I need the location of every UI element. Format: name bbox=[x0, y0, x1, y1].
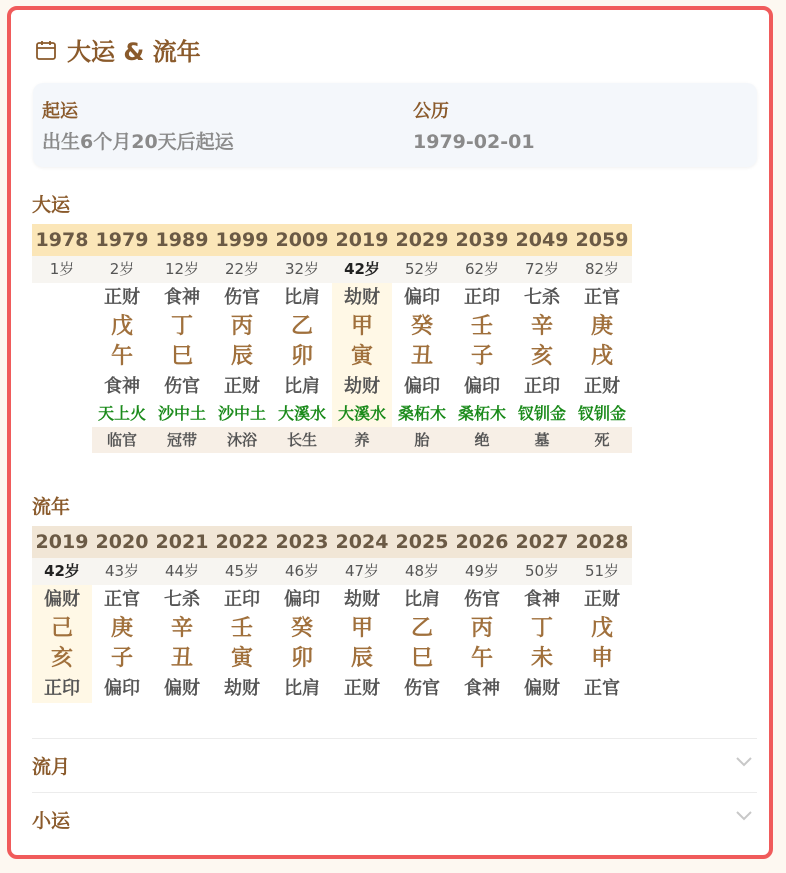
card-header bbox=[35, 32, 201, 67]
xiaoyun-accordion[interactable] bbox=[32, 796, 757, 840]
qiyun-info-panel bbox=[33, 83, 757, 167]
dayun-age: 1岁 bbox=[32, 256, 92, 283]
dayun-changsheng: 绝 bbox=[452, 427, 512, 453]
dayun-year: 2059 bbox=[572, 224, 632, 256]
dayun-stem-shishen: 比肩 bbox=[284, 287, 320, 308]
liunian-pillar bbox=[152, 585, 212, 703]
liunian-earthly-branch: 卯 bbox=[290, 646, 313, 671]
dayun-branch-shishen: 偏印 bbox=[464, 376, 500, 397]
liunian-year: 2020 bbox=[92, 526, 152, 558]
liunian-stem-shishen: 正印 bbox=[224, 589, 260, 610]
liunian-earthly-branch: 辰 bbox=[350, 646, 373, 671]
liuyue-accordion[interactable] bbox=[32, 742, 757, 786]
dayun-earthly-branch: 巳 bbox=[170, 344, 193, 369]
dayun-nayin: 桑柘木 bbox=[457, 404, 506, 423]
dayun-heavenly-stem: 丙 bbox=[230, 314, 253, 339]
dayun-pillar bbox=[272, 283, 332, 453]
dayun-stem-shishen: 正财 bbox=[104, 287, 140, 308]
liuyue-label: 流月 bbox=[32, 756, 71, 778]
qiyun-block bbox=[42, 101, 234, 153]
qiyun-label: 起运 bbox=[42, 101, 78, 122]
liunian-age: 50岁 bbox=[512, 558, 572, 585]
liunian-age: 42岁 bbox=[32, 558, 92, 585]
dayun-earthly-branch: 亥 bbox=[530, 344, 553, 369]
liunian-pillar bbox=[572, 585, 632, 703]
dayun-column[interactable] bbox=[32, 224, 92, 453]
gongli-block bbox=[413, 101, 535, 153]
dayun-pillar bbox=[92, 283, 152, 453]
liunian-heavenly-stem: 戊 bbox=[590, 616, 613, 641]
dayun-branch-shishen: 伤官 bbox=[164, 376, 200, 397]
gongli-label: 公历 bbox=[413, 101, 449, 122]
liunian-branch-shishen: 食神 bbox=[464, 678, 500, 699]
dayun-column[interactable] bbox=[152, 224, 212, 453]
dayun-age: 52岁 bbox=[392, 256, 452, 283]
liunian-year: 2022 bbox=[212, 526, 272, 558]
dayun-stem-shishen: 正印 bbox=[464, 287, 500, 308]
liunian-heavenly-stem: 丙 bbox=[470, 616, 493, 641]
dayun-age: 62岁 bbox=[452, 256, 512, 283]
liunian-branch-shishen: 正官 bbox=[584, 678, 620, 699]
liunian-heavenly-stem: 乙 bbox=[410, 616, 433, 641]
liunian-earthly-branch: 申 bbox=[590, 646, 613, 671]
liunian-stem-shishen: 七杀 bbox=[164, 589, 200, 610]
liunian-age: 44岁 bbox=[152, 558, 212, 585]
dayun-year: 1999 bbox=[212, 224, 272, 256]
dayun-column[interactable] bbox=[512, 224, 572, 453]
dayun-pillar bbox=[452, 283, 512, 453]
dayun-grid bbox=[32, 224, 632, 456]
dayun-pillar bbox=[152, 283, 212, 453]
dayun-column[interactable] bbox=[452, 224, 512, 453]
dayun-earthly-branch: 戌 bbox=[590, 344, 613, 369]
dayun-year: 2019 bbox=[332, 224, 392, 256]
dayun-year: 2049 bbox=[512, 224, 572, 256]
liunian-column[interactable] bbox=[392, 526, 452, 703]
dayun-heavenly-stem: 乙 bbox=[290, 314, 313, 339]
dayun-nayin: 桑柘木 bbox=[397, 404, 446, 423]
dayun-nayin: 钗钏金 bbox=[517, 404, 566, 423]
dayun-column[interactable] bbox=[272, 224, 332, 453]
dayun-heavenly-stem: 癸 bbox=[410, 314, 433, 339]
dayun-changsheng: 冠带 bbox=[152, 427, 212, 453]
dayun-column[interactable] bbox=[92, 224, 152, 453]
dayun-heavenly-stem: 甲 bbox=[350, 314, 373, 339]
liunian-age: 48岁 bbox=[392, 558, 452, 585]
qiyun-value: 出生6个月20天后起运 bbox=[42, 131, 234, 153]
liunian-pillar bbox=[392, 585, 452, 703]
liunian-branch-shishen: 伤官 bbox=[404, 678, 440, 699]
liunian-age: 51岁 bbox=[572, 558, 632, 585]
dayun-nayin: 大溪水 bbox=[277, 404, 326, 423]
dayun-stem-shishen: 偏印 bbox=[404, 287, 440, 308]
dayun-earthly-branch: 丑 bbox=[410, 344, 433, 369]
dayun-year: 2029 bbox=[392, 224, 452, 256]
dayun-nayin: 钗钏金 bbox=[577, 404, 626, 423]
dayun-year: 2039 bbox=[452, 224, 512, 256]
liunian-earthly-branch: 午 bbox=[470, 646, 493, 671]
dayun-earthly-branch: 午 bbox=[110, 344, 133, 369]
dayun-changsheng: 临官 bbox=[92, 427, 152, 453]
liunian-pillar bbox=[512, 585, 572, 703]
dayun-column[interactable] bbox=[212, 224, 272, 453]
liunian-year: 2026 bbox=[452, 526, 512, 558]
liunian-column[interactable] bbox=[32, 526, 92, 703]
dayun-column[interactable] bbox=[332, 224, 392, 453]
liunian-year: 2027 bbox=[512, 526, 572, 558]
dayun-pillar bbox=[512, 283, 572, 453]
dayun-age: 12岁 bbox=[152, 256, 212, 283]
dayun-age: 82岁 bbox=[572, 256, 632, 283]
dayun-nayin: 沙中土 bbox=[217, 404, 266, 423]
dayun-changsheng: 养 bbox=[332, 427, 392, 453]
dayun-stem-shishen: 劫财 bbox=[344, 287, 380, 308]
dayun-stem-shishen: 正官 bbox=[584, 287, 620, 308]
liunian-earthly-branch: 子 bbox=[110, 646, 133, 671]
liunian-stem-shishen: 比肩 bbox=[404, 589, 440, 610]
liunian-year: 2023 bbox=[272, 526, 332, 558]
dayun-earthly-branch: 卯 bbox=[290, 344, 313, 369]
liunian-column[interactable] bbox=[332, 526, 392, 703]
dayun-column[interactable] bbox=[392, 224, 452, 453]
liunian-year: 2024 bbox=[332, 526, 392, 558]
dayun-earthly-branch bbox=[32, 342, 92, 372]
liunian-age: 45岁 bbox=[212, 558, 272, 585]
dayun-age: 22岁 bbox=[212, 256, 272, 283]
divider bbox=[32, 738, 757, 739]
dayun-year: 1979 bbox=[92, 224, 152, 256]
chevron-down-icon bbox=[735, 810, 753, 822]
dayun-branch-shishen: 劫财 bbox=[344, 376, 380, 397]
liunian-stem-shishen: 劫财 bbox=[344, 589, 380, 610]
dayun-age: 32岁 bbox=[272, 256, 332, 283]
dayun-age: 2岁 bbox=[92, 256, 152, 283]
divider bbox=[32, 792, 757, 793]
liunian-earthly-branch: 寅 bbox=[230, 646, 253, 671]
liunian-heavenly-stem: 丁 bbox=[530, 616, 553, 641]
dayun-heavenly-stem bbox=[32, 312, 92, 342]
liunian-pillar bbox=[452, 585, 512, 703]
liunian-earthly-branch: 亥 bbox=[50, 646, 73, 671]
liunian-pillar bbox=[32, 585, 92, 703]
dayun-changsheng: 沐浴 bbox=[212, 427, 272, 453]
card-title: 大运 & 流年 bbox=[67, 38, 201, 66]
liunian-grid bbox=[32, 526, 632, 706]
dayun-stem-shishen: 七杀 bbox=[524, 287, 560, 308]
dayun-heavenly-stem: 丁 bbox=[170, 314, 193, 339]
dayun-nayin: 大溪水 bbox=[337, 404, 386, 423]
dayun-title: 大运 bbox=[32, 194, 71, 216]
chevron-down-icon bbox=[735, 756, 753, 768]
liunian-heavenly-stem: 甲 bbox=[350, 616, 373, 641]
liunian-stem-shishen: 食神 bbox=[524, 589, 560, 610]
liunian-heavenly-stem: 辛 bbox=[170, 616, 193, 641]
dayun-pillar bbox=[572, 283, 632, 453]
liunian-column[interactable] bbox=[212, 526, 272, 703]
liunian-branch-shishen: 偏印 bbox=[104, 678, 140, 699]
liunian-stem-shishen: 正财 bbox=[584, 589, 620, 610]
dayun-pillar bbox=[32, 283, 92, 453]
dayun-pillar bbox=[392, 283, 452, 453]
liunian-pillar bbox=[92, 585, 152, 703]
liunian-year: 2019 bbox=[32, 526, 92, 558]
liunian-branch-shishen: 正印 bbox=[44, 678, 80, 699]
dayun-nayin bbox=[32, 401, 92, 427]
liunian-age: 46岁 bbox=[272, 558, 332, 585]
calendar-icon bbox=[35, 39, 57, 61]
liunian-year: 2021 bbox=[152, 526, 212, 558]
liunian-age: 43岁 bbox=[92, 558, 152, 585]
liunian-stem-shishen: 伤官 bbox=[464, 589, 500, 610]
dayun-heavenly-stem: 戊 bbox=[110, 314, 133, 339]
dayun-liunian-card bbox=[7, 6, 773, 859]
gongli-value: 1979-02-01 bbox=[413, 131, 535, 153]
dayun-age: 42岁 bbox=[332, 256, 392, 283]
dayun-changsheng bbox=[32, 427, 92, 453]
liunian-earthly-branch: 巳 bbox=[410, 646, 433, 671]
liunian-year: 2028 bbox=[572, 526, 632, 558]
dayun-changsheng: 墓 bbox=[512, 427, 572, 453]
liunian-column[interactable] bbox=[152, 526, 212, 703]
dayun-earthly-branch: 辰 bbox=[230, 344, 253, 369]
liunian-heavenly-stem: 己 bbox=[50, 616, 73, 641]
dayun-year: 2009 bbox=[272, 224, 332, 256]
dayun-branch-shishen: 正财 bbox=[584, 376, 620, 397]
liunian-column[interactable] bbox=[512, 526, 572, 703]
dayun-branch-shishen: 正财 bbox=[224, 376, 260, 397]
dayun-age: 72岁 bbox=[512, 256, 572, 283]
liunian-column[interactable] bbox=[572, 526, 632, 703]
liunian-pillar bbox=[212, 585, 272, 703]
dayun-changsheng: 胎 bbox=[392, 427, 452, 453]
dayun-branch-shishen: 偏印 bbox=[404, 376, 440, 397]
dayun-branch-shishen: 食神 bbox=[104, 376, 140, 397]
liunian-branch-shishen: 偏财 bbox=[524, 678, 560, 699]
dayun-branch-shishen: 正印 bbox=[524, 376, 560, 397]
dayun-branch-shishen: 比肩 bbox=[284, 376, 320, 397]
liunian-branch-shishen: 偏财 bbox=[164, 678, 200, 699]
liunian-branch-shishen: 劫财 bbox=[224, 678, 260, 699]
dayun-earthly-branch: 子 bbox=[470, 344, 493, 369]
dayun-year: 1989 bbox=[152, 224, 212, 256]
liunian-pillar bbox=[272, 585, 332, 703]
liunian-pillar bbox=[332, 585, 392, 703]
dayun-changsheng: 长生 bbox=[272, 427, 332, 453]
liunian-column[interactable] bbox=[452, 526, 512, 703]
dayun-nayin: 天上火 bbox=[97, 404, 146, 423]
dayun-changsheng: 死 bbox=[572, 427, 632, 453]
dayun-heavenly-stem: 辛 bbox=[530, 314, 553, 339]
dayun-stem-shishen bbox=[32, 283, 92, 312]
liunian-branch-shishen: 比肩 bbox=[284, 678, 320, 699]
liunian-branch-shishen: 正财 bbox=[344, 678, 380, 699]
liunian-stem-shishen: 正官 bbox=[104, 589, 140, 610]
dayun-branch-shishen bbox=[32, 372, 92, 401]
dayun-pillar bbox=[332, 283, 392, 453]
dayun-nayin: 沙中土 bbox=[157, 404, 206, 423]
dayun-pillar bbox=[212, 283, 272, 453]
dayun-heavenly-stem: 壬 bbox=[470, 314, 493, 339]
liunian-stem-shishen: 偏财 bbox=[44, 589, 80, 610]
xiaoyun-label: 小运 bbox=[32, 810, 71, 832]
dayun-stem-shishen: 食神 bbox=[164, 287, 200, 308]
liunian-stem-shishen: 偏印 bbox=[284, 589, 320, 610]
liunian-earthly-branch: 丑 bbox=[170, 646, 193, 671]
liunian-heavenly-stem: 庚 bbox=[110, 616, 133, 641]
liunian-heavenly-stem: 壬 bbox=[230, 616, 253, 641]
liunian-heavenly-stem: 癸 bbox=[290, 616, 313, 641]
dayun-stem-shishen: 伤官 bbox=[224, 287, 260, 308]
liunian-column[interactable] bbox=[92, 526, 152, 703]
liunian-title: 流年 bbox=[32, 496, 71, 518]
liunian-age: 49岁 bbox=[452, 558, 512, 585]
liunian-year: 2025 bbox=[392, 526, 452, 558]
dayun-earthly-branch: 寅 bbox=[350, 344, 373, 369]
dayun-heavenly-stem: 庚 bbox=[590, 314, 613, 339]
dayun-year: 1978 bbox=[32, 224, 92, 256]
liunian-earthly-branch: 未 bbox=[530, 646, 553, 671]
liunian-column[interactable] bbox=[272, 526, 332, 703]
liunian-age: 47岁 bbox=[332, 558, 392, 585]
dayun-column[interactable] bbox=[572, 224, 632, 453]
